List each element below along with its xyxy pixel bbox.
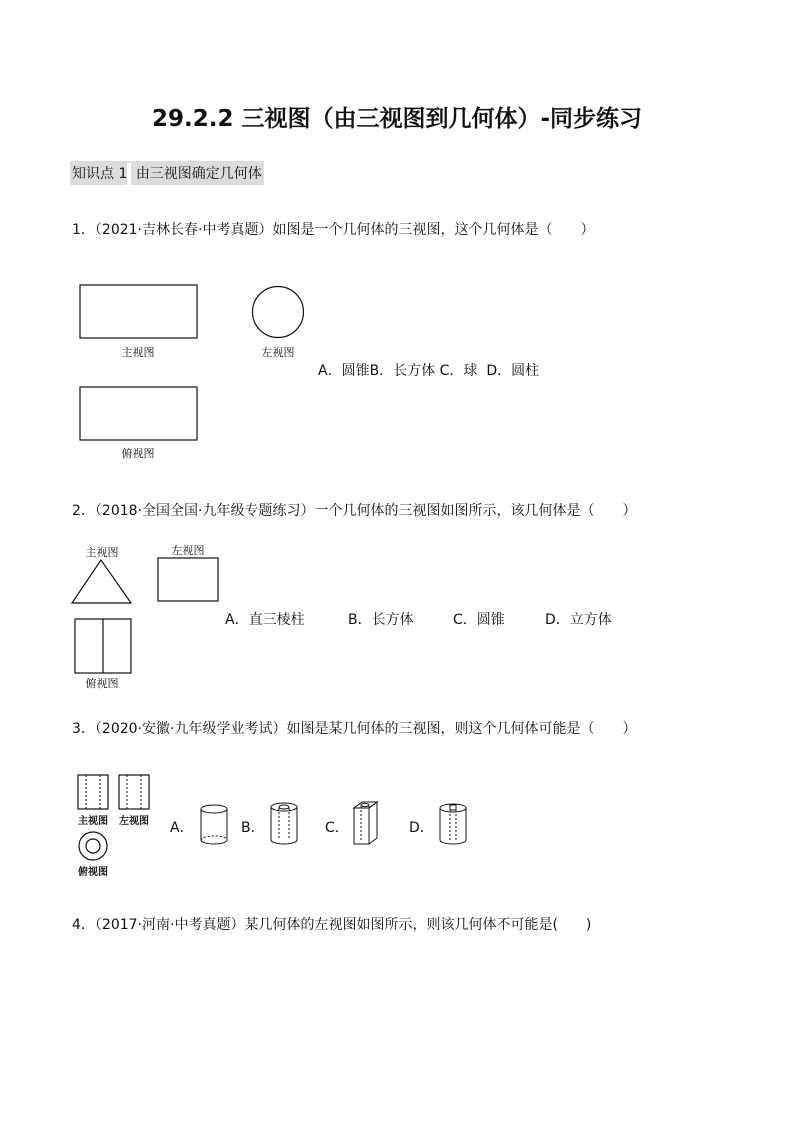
option-text: 直三棱柱 [248,612,305,628]
q3-option-c-box-with-hole [354,802,377,844]
q3-front-view-caption: 主视图 [78,816,108,827]
q2-top-view-caption: 俯视图 [85,677,119,690]
question-text: 某几何体的左视图如图所示，则该几何体不可能是( ) [244,917,592,933]
option-text: 圆锥 [341,363,370,379]
question-source: （2020·安徽·九年级学业考试） [94,721,287,737]
option-label: C． [439,363,464,379]
q3-top-view-caption: 俯视图 [78,867,108,878]
q3-top-view [79,832,107,860]
question-text: 一个几何体的三视图如图所示，该几何体是（ ） [314,503,637,519]
knowledge-point-text: 由三视图确定几何体 [135,166,262,182]
question-number: 1． [72,222,95,238]
q3-option-d[interactable]: D． [409,820,434,836]
q3-option-b-hollow-cylinder [271,803,297,844]
q3-left-view [119,775,149,809]
page-title: 29.2.2 三视图（由三视图到几何体）-同步练习 [151,106,643,132]
question-text: 如图是某几何体的三视图，则这个几何体可能是（ ） [286,721,637,737]
q3-left-view-caption: 左视图 [119,816,149,827]
option-label: D． [486,363,512,379]
question-number: 4． [72,917,95,933]
q3-option-b[interactable]: B． [241,820,265,836]
option-text: 长方体 [393,363,436,379]
question-source: （2018·全国全国·九年级专题练习） [94,503,315,519]
q3-front-view [78,775,108,809]
question-4-stem [72,914,591,934]
knowledge-point-label: 知识点 1 [72,166,128,182]
option-text: 圆柱 [511,363,540,379]
q3-option-a-cylinder [201,805,227,844]
option-text: 球 [463,363,478,379]
q2-front-view-caption: 主视图 [85,546,119,559]
option-label: B． [348,612,372,628]
q2-left-view-caption: 左视图 [171,544,205,557]
question-source: （2017·河南·中考真题） [94,917,245,933]
option-label: A． [318,363,342,379]
question-text: 如图是一个几何体的三视图，这个几何体是（ ） [272,222,595,238]
option-text: 立方体 [569,612,612,628]
option-text: 长方体 [371,612,414,628]
question-number: 2． [72,503,95,519]
option-label: D． [545,612,570,628]
option-label: C． [453,612,477,628]
q1-front-view-caption: 主视图 [121,346,155,359]
question-number: 3． [72,721,95,737]
q1-top-view-caption: 俯视图 [121,447,155,460]
q3-option-c[interactable]: C． [325,820,349,836]
option-text: 圆锥 [476,612,505,628]
option-label: B． [369,363,394,379]
q3-option-d-cylinder-square-hole [440,804,466,844]
q3-option-a[interactable]: A． [170,820,194,836]
question-source: （2021·吉林长春·中考真题） [94,222,273,238]
q1-left-view-caption: 左视图 [261,346,295,359]
option-label: A． [225,612,249,628]
